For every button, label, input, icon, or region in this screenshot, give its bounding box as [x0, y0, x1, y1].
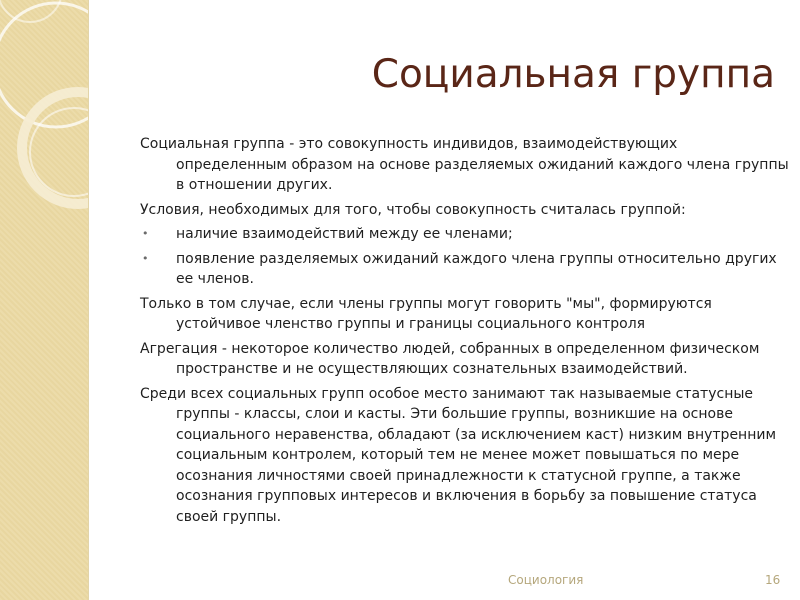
paragraph-status-groups: Среди всех социальных групп особое место занимают так называемые статусные группы - классы, слои и касты. Эти большие группы, возникшие на основе социального неравенства, обладают (за исключением каст) низким внутренним социальным контролем, который тем не менее может повышаться по мере осознания личностями своей принадлежности к статусной группе, а также осознания групповых интересов и включения в борьбу за повышение статуса своей группы. — [140, 385, 777, 525]
paragraph-definition: Социальная группа - это совокупность индивидов, взаимодействующих определенным образом на основе разделяемых ожиданий каждого члена группы в отношении других. — [140, 136, 789, 193]
paragraph-conditions: Условия, необходимых для того, чтобы совокупность считалась группой: — [140, 201, 686, 218]
slide-content — [140, 134, 790, 531]
bullet-item — [140, 249, 790, 290]
bullet-dot-icon: • — [142, 227, 149, 240]
bullet-dot-icon: • — [142, 251, 149, 265]
decorative-circles — [0, 0, 88, 600]
footer-subject: Социология — [508, 573, 584, 587]
bullet-text: появление разделяемых ожиданий каждого члена группы относительно других ее членов. — [176, 250, 777, 287]
slide-title: Социальная группа — [371, 52, 775, 97]
page-number: 16 — [765, 573, 781, 587]
paragraph-we: Только в том случае, если члены группы могут говорить "мы", формируются устойчивое членство группы и границы социального контроля — [140, 295, 712, 332]
decorative-side-panel — [0, 0, 89, 600]
bullet-item — [140, 224, 790, 245]
bullet-text: наличие взаимодействий между ее членами; — [176, 226, 513, 242]
paragraph-aggregation: Агрегация - некоторое количество людей, собранных в определенном физическом пространстве и не осуществляющих сознательных взаимодействий. — [140, 340, 760, 377]
